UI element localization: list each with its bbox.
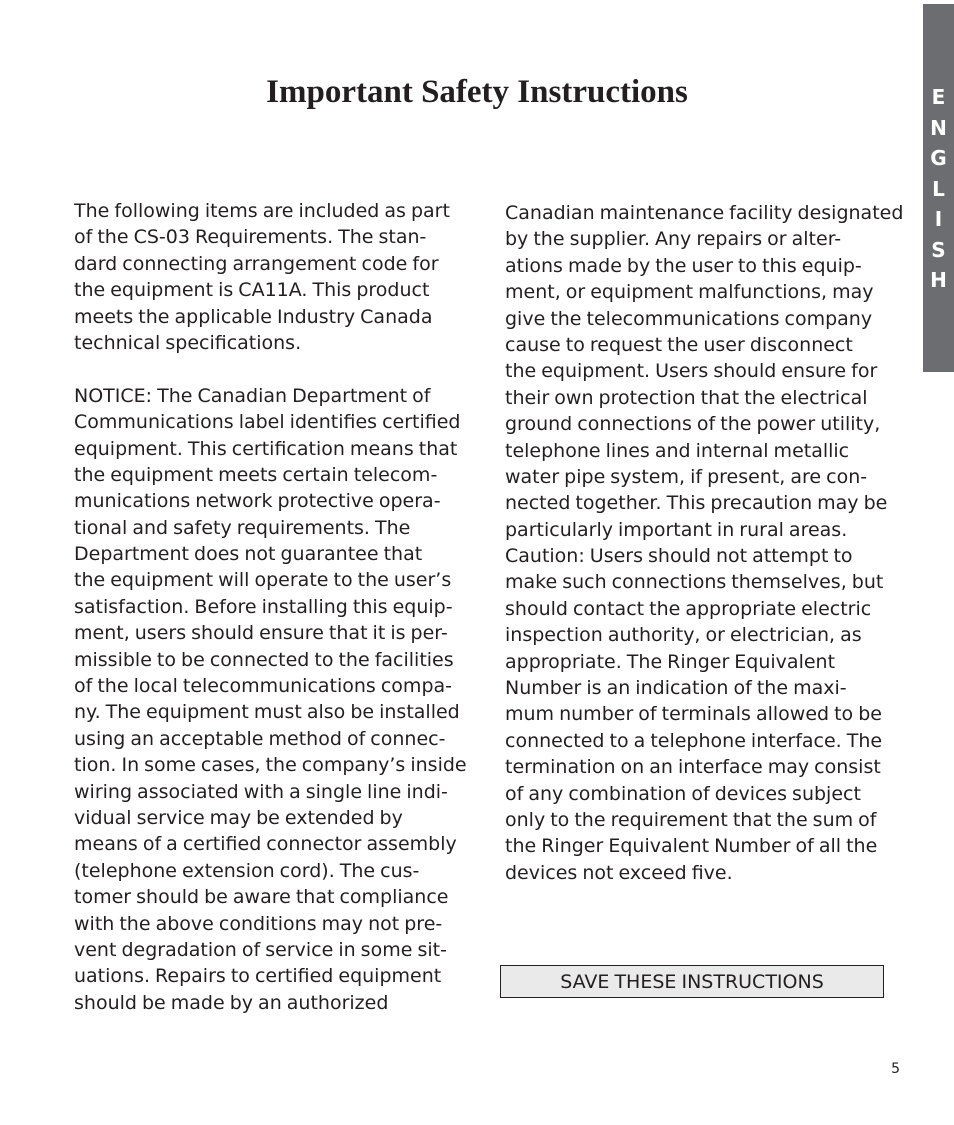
text-line: particularly important in rural areas.	[505, 518, 848, 541]
text-line: The following items are included as part	[74, 200, 450, 222]
text-line: the equipment meets certain telecom-	[74, 463, 438, 486]
text-line: equipment. This certification means that	[74, 437, 458, 460]
intro-paragraph	[74, 198, 454, 356]
text-line: Department does not guarantee that	[74, 543, 423, 566]
notice-paragraph	[74, 383, 467, 1016]
text-line: meets the applicable Industry Canada	[74, 305, 433, 328]
text-line: technical specifications.	[74, 331, 302, 354]
language-tab-letter: L	[932, 176, 945, 201]
language-tab-letter: I	[934, 207, 943, 231]
text-line: appropriate. The Ringer Equivalent	[505, 650, 836, 673]
language-tab-letter: S	[931, 237, 946, 262]
paragraph-gap	[74, 356, 454, 382]
text-line: Number is an indication of the maxi-	[505, 677, 847, 700]
right-text-column	[505, 200, 904, 886]
text-line: vidual service may be extended by	[74, 806, 403, 829]
text-line: tion. In some cases, the company’s inside	[74, 754, 467, 777]
text-line: ny. The equipment must also be installed	[74, 701, 460, 724]
text-line: ground connections of the power utility,	[505, 413, 881, 436]
text-line: ment, or equipment malfunctions, may	[505, 281, 874, 304]
page-number: 5	[891, 1061, 900, 1077]
text-line: make such connections themselves, but	[505, 571, 884, 594]
text-line: cause to request the user disconnect	[505, 333, 853, 356]
text-line: using an acceptable method of connec-	[74, 727, 446, 750]
text-line: should contact the appropriate electric	[505, 597, 872, 620]
text-line: dard connecting arrangement code for	[74, 252, 439, 275]
text-line: of the CS-03 Requirements. The stan-	[74, 226, 427, 249]
language-tab-letter: H	[930, 268, 947, 292]
text-line: means of a certified connector assembly	[74, 833, 457, 856]
text-line: nected together. This precaution may be	[505, 492, 888, 515]
save-instructions-label: SAVE THESE INSTRUCTIONS	[560, 970, 824, 993]
text-line: connected to a telephone interface. The	[505, 729, 883, 752]
text-line: water pipe system, if present, are con-	[505, 465, 868, 488]
text-line: of the local telecommunications compa-	[74, 675, 453, 698]
text-line: the equipment. Users should ensure for	[505, 360, 878, 383]
text-line: Canadian maintenance facility designated	[505, 202, 904, 224]
text-line: uations. Repairs to certified equipment	[74, 965, 442, 988]
text-line: tomer should be aware that compliance	[74, 886, 449, 909]
text-line: vent degradation of service in some sit-	[74, 938, 447, 961]
text-line: of any combination of devices subject	[505, 782, 861, 805]
text-line: with the above conditions may not pre-	[74, 912, 443, 935]
left-text-column	[74, 198, 467, 1016]
text-line: the Ringer Equivalent Number of all the	[505, 835, 878, 858]
text-line: Caution: Users should not attempt to	[505, 545, 853, 568]
text-line: munications network protective opera-	[74, 490, 441, 513]
text-line: (telephone extension cord). The cus-	[74, 859, 420, 882]
save-instructions-box	[500, 965, 884, 998]
page-title: Important Safety Instructions	[266, 74, 688, 110]
language-tab-letter: E	[931, 85, 946, 109]
text-line: ations made by the user to this equip-	[505, 254, 862, 277]
text-line: termination on an interface may consist	[505, 756, 881, 779]
text-line: satisfaction. Before installing this equip-	[74, 595, 453, 618]
text-line: wiring associated with a single line indi-	[74, 780, 448, 803]
text-line: only to the requirement that the sum of	[505, 808, 877, 831]
text-line: should be made by an authorized	[74, 991, 389, 1014]
text-line: their own protection that the electrical	[505, 386, 868, 409]
text-line: missible to be connected to the facilities	[74, 648, 454, 671]
text-line: ment, users should ensure that it is per-	[74, 622, 448, 645]
text-line: the equipment will operate to the user’s	[74, 569, 452, 592]
continued-paragraph	[505, 200, 904, 886]
text-line: give the telecommunications company	[505, 307, 873, 330]
language-tab-english	[923, 4, 954, 372]
text-line: by the supplier. Any repairs or alter-	[505, 228, 842, 251]
language-tab-letters	[923, 82, 954, 296]
text-line: mum number of terminals allowed to be	[505, 703, 882, 726]
text-line: Communications label identifies certified	[74, 411, 461, 434]
text-line: tional and safety requirements. The	[74, 516, 411, 539]
text-line: the equipment is CA11A. This product	[74, 279, 430, 302]
text-line: inspection authority, or electrician, as	[505, 624, 862, 647]
text-line: devices not exceed five.	[505, 861, 733, 884]
language-tab-letter: G	[930, 146, 947, 170]
text-line: telephone lines and internal metallic	[505, 439, 850, 462]
language-tab-letter: N	[930, 115, 947, 140]
text-line: NOTICE: The Canadian Department of	[74, 384, 431, 407]
